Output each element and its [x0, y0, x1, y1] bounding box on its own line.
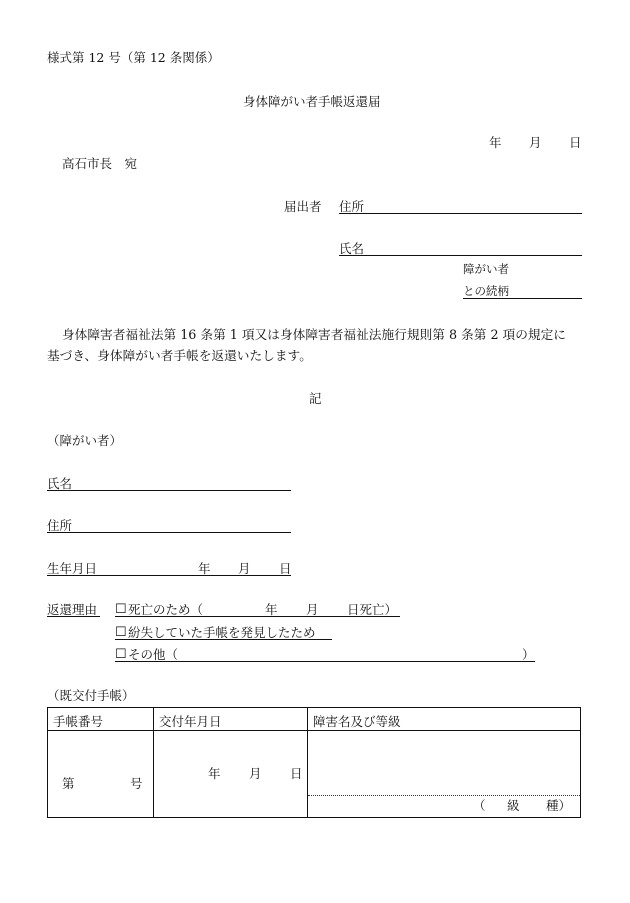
table-header-row	[48, 708, 581, 731]
option-death-text: 死亡のため（	[128, 602, 204, 617]
checkbox-other[interactable]: ☐	[115, 647, 127, 662]
number-prefix: 第	[62, 776, 75, 791]
relation-label-line1: 障がい者	[463, 262, 509, 276]
issue-date-cell[interactable]	[154, 731, 308, 818]
birth-year-label: 年	[198, 561, 211, 576]
person-address-label: 住所	[47, 518, 73, 533]
birth-month-label: 月	[238, 561, 251, 576]
person-address-line[interactable]	[47, 532, 291, 533]
option-other-line[interactable]	[115, 661, 535, 662]
return-reason-label: 返還理由	[47, 602, 98, 617]
option-death-year: 年	[265, 602, 278, 617]
handbook-number-cell[interactable]	[48, 731, 154, 818]
option-other-text: その他（	[128, 647, 179, 662]
body-text-line2: 基づき、身体障がい者手帳を返還いたします。	[47, 348, 312, 363]
issue-month-label: 月	[249, 766, 262, 781]
header-cell-number: 手帳番号	[48, 708, 154, 731]
option-found-text: 紛失していた手帳を発見したため	[128, 625, 316, 640]
person-name-line[interactable]	[47, 490, 291, 491]
date-month-label: 月	[529, 135, 542, 150]
applicant-name-line[interactable]	[339, 255, 582, 256]
body-text-line1: 身体障害者福祉法第 16 条第 1 項又は身体障害者福祉法施行規則第 8 条第 2 項の規定に	[62, 327, 566, 342]
grade-shu-label: 種）	[546, 798, 572, 813]
issue-day-label: 日	[290, 766, 303, 781]
dotted-divider	[308, 795, 580, 796]
form-number: 様式第 12 号（第 12 条関係）	[47, 50, 220, 65]
grade-kyu-label: 級	[507, 798, 520, 813]
option-death-line[interactable]	[115, 616, 400, 617]
return-reason-label-underline	[47, 616, 100, 617]
applicant-address-line[interactable]	[339, 213, 582, 214]
option-death-month: 月	[306, 602, 319, 617]
page-title: 身体障がい者手帳返還届	[243, 94, 381, 109]
date-day-label: 日	[569, 135, 582, 150]
checkbox-found[interactable]: ☐	[115, 625, 127, 640]
applicant-label: 届出者	[284, 199, 322, 214]
applicant-name-label: 氏名	[339, 241, 365, 256]
ki-heading: 記	[309, 391, 322, 406]
option-death-tail: 日死亡）	[347, 602, 398, 617]
birthdate-label: 生年月日	[47, 561, 98, 576]
person-name-label: 氏名	[47, 476, 73, 491]
number-suffix: 号	[130, 776, 143, 791]
relation-line[interactable]	[463, 298, 582, 299]
grade-open-paren: （	[473, 798, 486, 813]
checkbox-death[interactable]: ☐	[115, 602, 127, 617]
relation-label-line2: との続柄	[463, 284, 509, 298]
addressee: 高石市長 宛	[62, 156, 138, 171]
option-other-close: ）	[522, 647, 535, 662]
issued-handbook-table	[47, 707, 581, 818]
option-found-line	[115, 639, 332, 640]
disability-grade-cell[interactable]	[308, 731, 581, 818]
applicant-address-label: 住所	[339, 199, 365, 214]
header-cell-date: 交付年月日	[154, 708, 308, 731]
birth-day-label: 日	[279, 561, 292, 576]
issue-year-label: 年	[208, 766, 221, 781]
person-section-label: （障がい者）	[47, 433, 123, 448]
birthdate-line[interactable]	[47, 575, 291, 576]
header-cell-grade: 障害名及び等級	[308, 708, 581, 731]
issued-section-label: （既交付手帳）	[47, 688, 135, 703]
table-row	[48, 731, 581, 818]
date-year-label: 年	[489, 135, 502, 150]
